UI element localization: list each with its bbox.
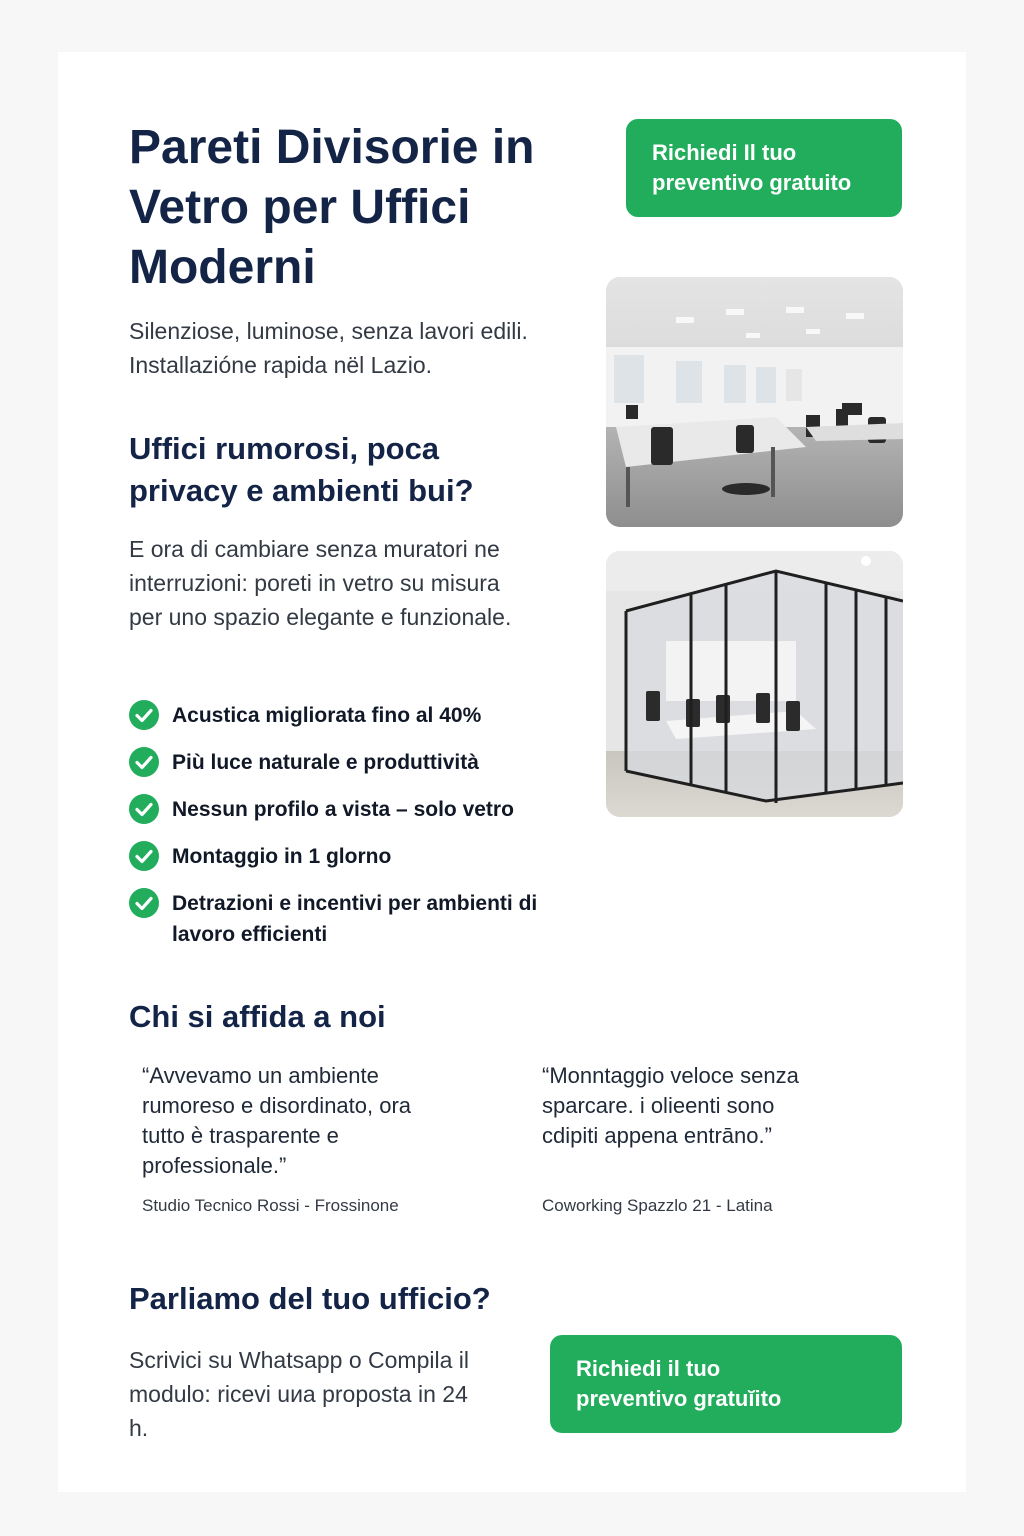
benefit-item <box>129 794 579 825</box>
request-quote-button-top[interactable] <box>626 119 902 217</box>
request-quote-label-line2: preventivo gratuĭito <box>576 1386 782 1411</box>
benefit-item <box>129 841 579 872</box>
open-office-photo <box>606 277 903 527</box>
request-quote-label-line2: preventivo gratuito <box>652 170 852 195</box>
check-circle-icon <box>129 700 159 730</box>
benefit-text: Detrazioni e incentivi per ambienti di lavoro efficienti <box>172 892 538 946</box>
testimonials-heading: Chi si affida a noi <box>129 999 386 1034</box>
benefit-item <box>129 700 579 731</box>
hero-subtitle: Silenziose, luminose, senza lavori edili. Installazióne rapida nël Lazio. <box>129 318 528 378</box>
benefit-item <box>129 888 579 950</box>
problem-text: E ora di cambiare senza muratori ne interruzioni: poreti in vetro su misura per uno spazio elegante e funzionale. <box>129 536 512 630</box>
request-quote-button-bottom[interactable] <box>550 1335 902 1433</box>
testimonial-quote: “Monntaggio veloce senza sparcare. i olieenti sono cdipiti appena entrāno.” <box>542 1063 799 1148</box>
contact-heading: Parliamo del tuo ufficio? <box>129 1281 491 1316</box>
testimonial-author: Studio Tecnico Rossi - Frossinone <box>142 1196 399 1215</box>
request-quote-label-line1: Richiedi Il tuo <box>652 140 797 165</box>
request-quote-label-line1: Richiedi il tuo <box>576 1356 721 1381</box>
check-circle-icon <box>129 841 159 871</box>
testimonial-quote: “Avvevamo un ambiente rumoreso e disordinato, ora tutto è trasparente e professionale.” <box>142 1063 412 1178</box>
benefit-item <box>129 747 579 778</box>
benefit-text: Nessun profilo a vista – solo vetro <box>172 798 514 821</box>
check-circle-icon <box>129 747 159 777</box>
problem-heading: Uffici rumorosi, poca privacy e ambienti bui? <box>129 431 474 508</box>
check-circle-icon <box>129 794 159 824</box>
benefits-list <box>129 700 579 966</box>
benefit-text: Acustica migliorata fino al 40% <box>172 704 482 727</box>
benefit-text: Montaggio in 1 glorno <box>172 845 392 868</box>
glass-meeting-room-photo <box>606 551 903 817</box>
contact-text: Scrivici su Whatsapp o Compila il modulo: ricevi uиa proposta in 24 h. <box>129 1347 470 1441</box>
page-title: Pareti Divisorie in Vetro per Uffici Moderni <box>129 121 535 294</box>
benefit-text: Più luce naturale e produttività <box>172 751 479 774</box>
check-circle-icon <box>129 888 159 918</box>
testimonial-author: Coworking Spazzlo 21 - Latina <box>542 1196 773 1215</box>
